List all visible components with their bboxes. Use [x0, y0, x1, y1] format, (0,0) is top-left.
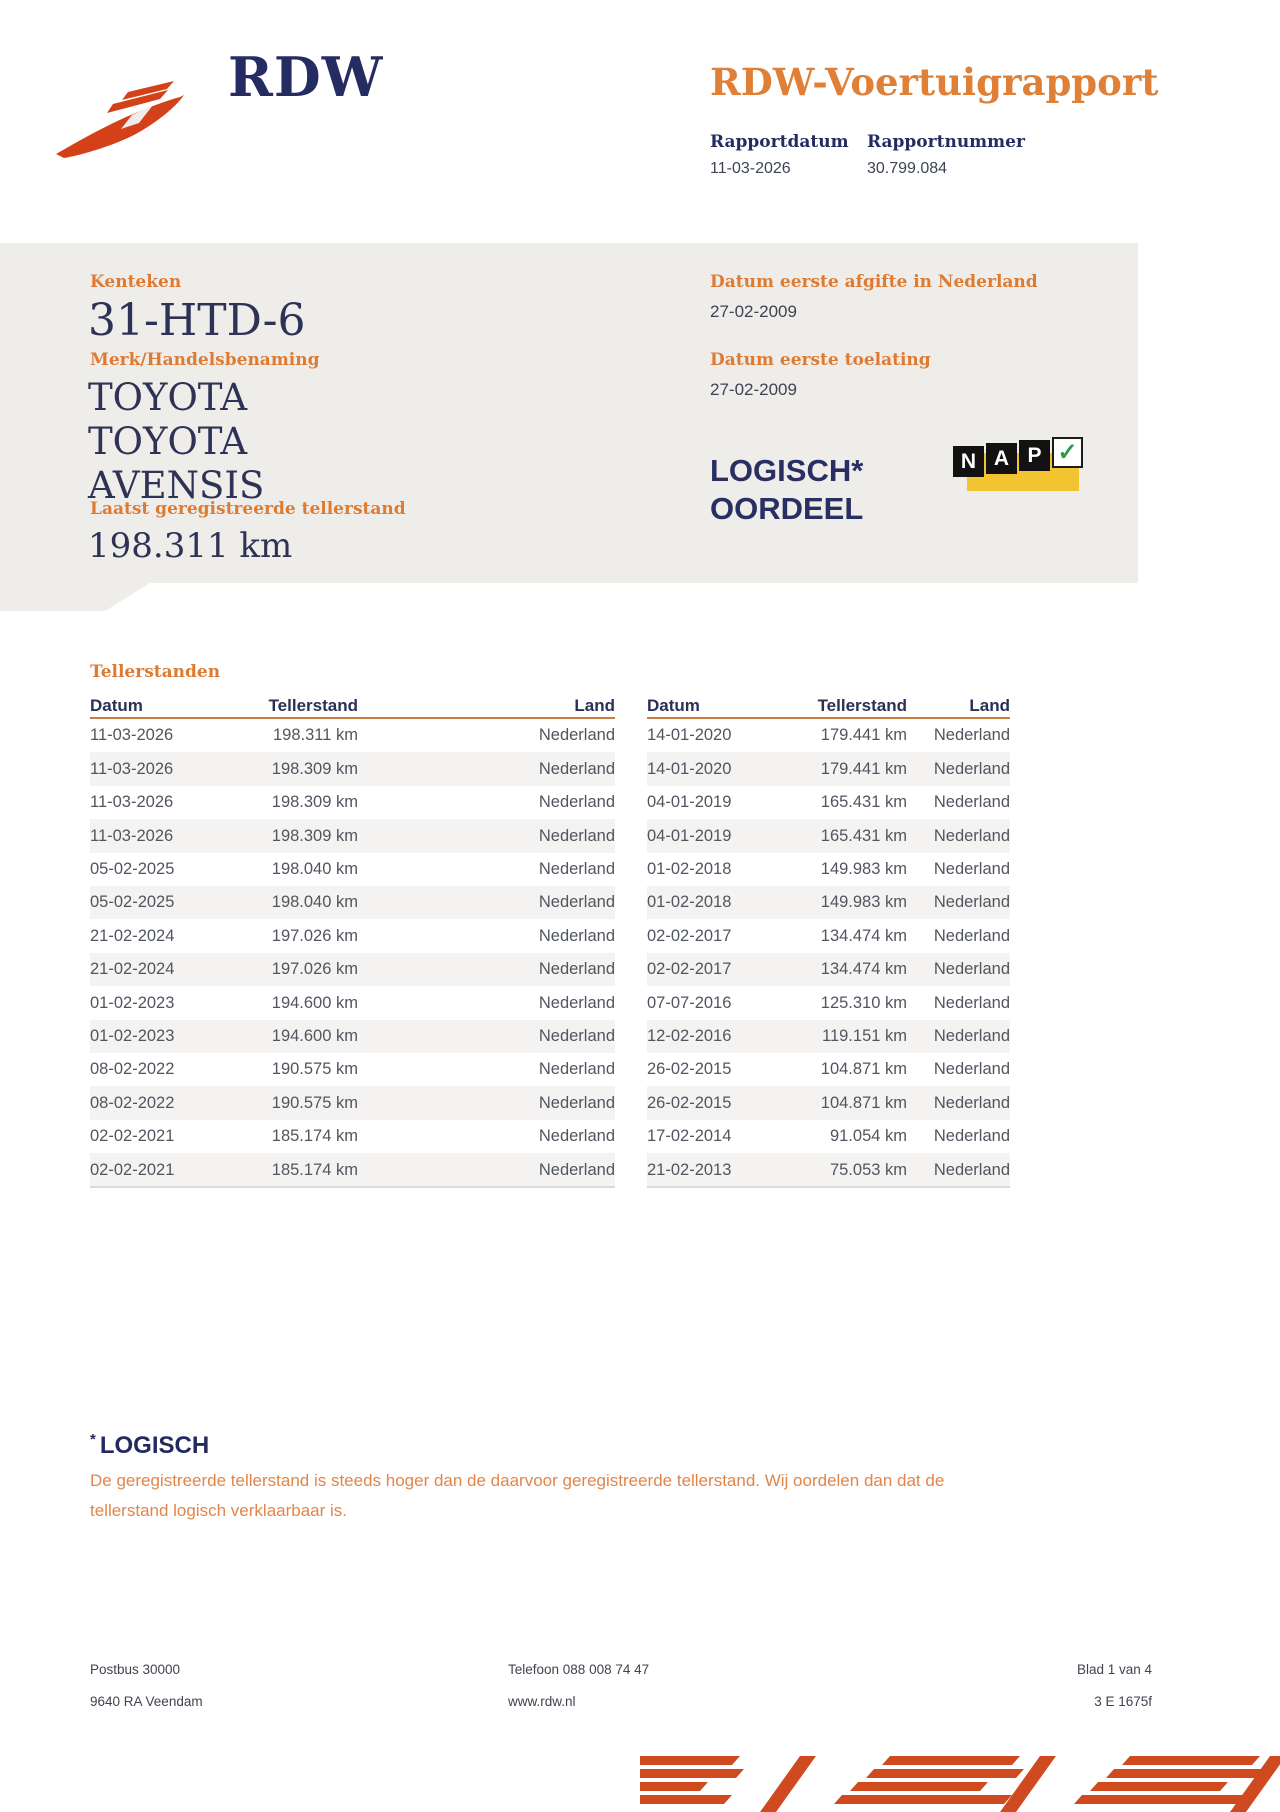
land-cell: Nederland	[933, 793, 1010, 812]
footnote-line1: De geregistreerde tellerstand is steeds hoger dan de daarvoor geregistreerde tellerstand. Wij oordelen dan dat de	[90, 1471, 945, 1490]
table-row	[647, 1053, 1010, 1086]
table-row	[647, 1086, 1010, 1119]
tellerstand-cell: 198.309 km	[271, 793, 358, 812]
footer-website: www.rdw.nl	[508, 1694, 576, 1709]
first-issue-label: Datum eerste afgifte in Nederland	[710, 272, 1038, 292]
kenteken-label: Kenteken	[90, 272, 182, 292]
land-cell: Nederland	[933, 893, 1010, 912]
datum-cell: 02-02-2021	[90, 1127, 175, 1146]
datum-cell: 08-02-2022	[90, 1060, 175, 1079]
table-row	[647, 1153, 1010, 1186]
tellerstanden-section-title: Tellerstanden	[90, 662, 221, 682]
datum-cell: 26-02-2015	[647, 1093, 732, 1112]
datum-cell: 17-02-2014	[647, 1127, 732, 1146]
rdw-feather-logo-icon	[52, 78, 202, 162]
land-cell: Nederland	[538, 759, 615, 778]
tellerstand-column-header: Tellerstand	[268, 696, 358, 715]
datum-cell: 05-02-2025	[90, 860, 175, 878]
datum-cell: 02-02-2017	[647, 960, 732, 979]
table-row	[647, 719, 1010, 752]
verdict-line1: LOGISCH*	[710, 453, 864, 488]
table-row	[647, 919, 1010, 952]
table-header-row	[647, 692, 1010, 719]
land-cell: Nederland	[538, 960, 615, 979]
land-cell: Nederland	[933, 1093, 1010, 1112]
land-cell: Nederland	[538, 1160, 615, 1179]
datum-cell: 11-03-2026	[90, 826, 174, 845]
land-cell: Nederland	[538, 726, 615, 745]
land-cell: Nederland	[933, 860, 1010, 878]
footnote-heading-text: LOGISCH	[99, 1432, 210, 1459]
footnote-asterisk: *	[90, 1431, 96, 1448]
land-cell: Nederland	[538, 993, 615, 1012]
nap-letter-p: P	[1019, 440, 1050, 471]
table-row	[90, 786, 615, 819]
report-date-value: 11-03-2026	[710, 160, 791, 177]
table-row	[90, 919, 615, 952]
mileage-value: 198.311 km	[88, 526, 293, 566]
merk-label: Merk/Handelsbenaming	[90, 350, 320, 370]
table-row	[647, 1120, 1010, 1153]
datum-cell: 21-02-2013	[647, 1160, 732, 1179]
datum-cell: 26-02-2015	[647, 1060, 732, 1079]
table-header-row	[90, 692, 615, 719]
land-cell: Nederland	[538, 826, 615, 845]
table-row	[647, 1020, 1010, 1053]
tellerstand-cell: 165.431 km	[820, 826, 907, 845]
datum-cell: 01-02-2018	[647, 893, 732, 912]
land-column-header: Land	[969, 696, 1010, 715]
first-issue-value: 27-02-2009	[710, 302, 797, 321]
tellerstand-cell: 198.311 km	[273, 726, 358, 745]
mileage-label: Laatst geregistreerde tellerstand	[90, 499, 406, 519]
tellerstand-column-header: Tellerstand	[817, 696, 907, 715]
report-date-label: Rapportdatum	[710, 132, 849, 152]
table-row	[90, 886, 615, 919]
tellerstand-cell: 185.174 km	[271, 1127, 358, 1146]
tellerstand-cell: 104.871 km	[820, 1093, 907, 1112]
table-row	[90, 953, 615, 986]
land-cell: Nederland	[933, 993, 1010, 1012]
datum-cell: 02-02-2021	[90, 1160, 175, 1179]
datum-cell: 21-02-2024	[90, 926, 175, 945]
page-title: RDW-Voertuigrapport	[710, 60, 1159, 104]
tellerstand-cell: 125.310 km	[820, 993, 907, 1012]
datum-cell: 11-03-2026	[90, 793, 174, 812]
land-cell: Nederland	[538, 1060, 615, 1079]
land-cell: Nederland	[933, 759, 1010, 778]
table-row	[647, 953, 1010, 986]
land-cell: Nederland	[933, 826, 1010, 845]
footer-form-code: 3 E 1675f	[1094, 1694, 1152, 1709]
odometer-table-left	[90, 692, 615, 1188]
tellerstand-cell: 198.309 km	[271, 759, 358, 778]
datum-cell: 05-02-2025	[90, 893, 175, 912]
datum-column-header: Datum	[90, 696, 143, 715]
table-row	[647, 853, 1010, 886]
table-row	[90, 819, 615, 852]
tellerstand-cell: 194.600 km	[271, 1026, 358, 1045]
tellerstand-cell: 198.309 km	[271, 826, 358, 845]
footnote-line2: tellerstand logisch verklaarbaar is.	[90, 1501, 348, 1520]
tellerstand-cell: 185.174 km	[271, 1160, 358, 1179]
tellerstand-cell: 149.983 km	[820, 860, 907, 878]
land-cell: Nederland	[538, 893, 615, 912]
datum-cell: 01-02-2023	[90, 993, 175, 1012]
land-cell: Nederland	[933, 1026, 1010, 1045]
footer-page-indicator: Blad 1 van 4	[1076, 1662, 1152, 1677]
tellerstand-cell: 190.575 km	[271, 1060, 358, 1079]
footer-city: 9640 RA Veendam	[90, 1694, 203, 1709]
land-cell: Nederland	[933, 1127, 1010, 1146]
tellerstand-cell: 197.026 km	[271, 960, 358, 979]
first-admission-label: Datum eerste toelating	[710, 350, 931, 370]
tellerstand-cell: 134.474 km	[820, 960, 907, 979]
datum-cell: 14-01-2020	[647, 726, 732, 745]
merk-value: TOYOTA TOYOTA AVENSIS	[88, 376, 265, 507]
tellerstand-cell: 179.441 km	[820, 759, 907, 778]
table-row	[90, 853, 615, 886]
table-row	[647, 886, 1010, 919]
land-cell: Nederland	[933, 1060, 1010, 1079]
kenteken-value: 31-HTD-6	[88, 295, 306, 346]
footnote-heading	[90, 1432, 209, 1458]
rdw-wordmark: RDW	[228, 45, 384, 109]
tellerstand-cell: 179.441 km	[820, 726, 907, 745]
nap-logo	[953, 437, 1085, 495]
datum-cell: 04-01-2019	[647, 826, 732, 845]
table-row	[90, 1053, 615, 1086]
table-row	[647, 752, 1010, 785]
nap-letter-n: N	[953, 446, 984, 477]
land-cell: Nederland	[538, 926, 615, 945]
tellerstand-cell: 149.983 km	[820, 893, 907, 912]
footer-phone: Telefoon 088 008 74 47	[508, 1662, 650, 1677]
table-row	[90, 1020, 615, 1053]
datum-cell: 11-03-2026	[90, 759, 174, 778]
datum-cell: 02-02-2017	[647, 926, 732, 945]
verdict-line2: OORDEEL	[710, 491, 864, 526]
datum-cell: 01-02-2023	[90, 1026, 175, 1045]
table-row	[90, 1153, 615, 1186]
datum-cell: 11-03-2026	[90, 726, 174, 745]
land-cell: Nederland	[933, 960, 1010, 979]
datum-cell: 04-01-2019	[647, 793, 732, 812]
tellerstand-cell: 165.431 km	[820, 793, 907, 812]
nap-check-icon: ✓	[1052, 437, 1083, 468]
first-admission-value: 27-02-2009	[710, 380, 797, 399]
footer-postbus: Postbus 30000	[90, 1662, 181, 1677]
table-row	[90, 1120, 615, 1153]
datum-cell: 12-02-2016	[647, 1026, 732, 1045]
land-cell: Nederland	[538, 860, 615, 878]
datum-cell: 14-01-2020	[647, 759, 732, 778]
tellerstand-cell: 104.871 km	[820, 1060, 907, 1079]
datum-cell: 08-02-2022	[90, 1093, 175, 1112]
table-row	[90, 1086, 615, 1119]
tellerstand-cell: 194.600 km	[271, 993, 358, 1012]
land-cell: Nederland	[933, 1160, 1010, 1179]
verdict-text	[710, 452, 863, 528]
nap-letter-a: A	[986, 443, 1017, 474]
tellerstand-cell: 197.026 km	[271, 926, 358, 945]
land-cell: Nederland	[538, 793, 615, 812]
table-row	[90, 752, 615, 785]
tellerstand-cell: 134.474 km	[820, 926, 907, 945]
datum-cell: 07-07-2016	[647, 993, 732, 1012]
table-row	[647, 986, 1010, 1019]
tellerstand-cell: 190.575 km	[271, 1093, 358, 1112]
report-number-label: Rapportnummer	[867, 132, 1025, 152]
footnote-paragraph	[90, 1466, 970, 1526]
tellerstand-cell: 75.053 km	[829, 1160, 907, 1179]
table-row	[90, 719, 615, 752]
datum-column-header: Datum	[647, 696, 700, 715]
land-column-header: Land	[574, 696, 615, 715]
bottom-stripes-graphic	[640, 1756, 1280, 1812]
datum-cell: 01-02-2018	[647, 860, 732, 878]
tellerstand-cell: 198.040 km	[271, 893, 358, 912]
table-row	[90, 986, 615, 1019]
table-row	[647, 819, 1010, 852]
odometer-table-right	[647, 692, 1010, 1188]
datum-cell: 21-02-2024	[90, 960, 175, 979]
table-row	[647, 786, 1010, 819]
land-cell: Nederland	[538, 1093, 615, 1112]
land-cell: Nederland	[538, 1127, 615, 1146]
land-cell: Nederland	[538, 1026, 615, 1045]
report-number-value: 30.799.084	[867, 160, 948, 177]
tellerstand-cell: 119.151 km	[822, 1026, 907, 1045]
right-table-body	[647, 719, 1010, 1188]
land-cell: Nederland	[933, 726, 1010, 745]
land-cell: Nederland	[933, 926, 1010, 945]
tellerstand-cell: 198.040 km	[271, 860, 358, 878]
tellerstand-cell: 91.054 km	[829, 1127, 907, 1146]
left-table-body	[90, 719, 615, 1188]
